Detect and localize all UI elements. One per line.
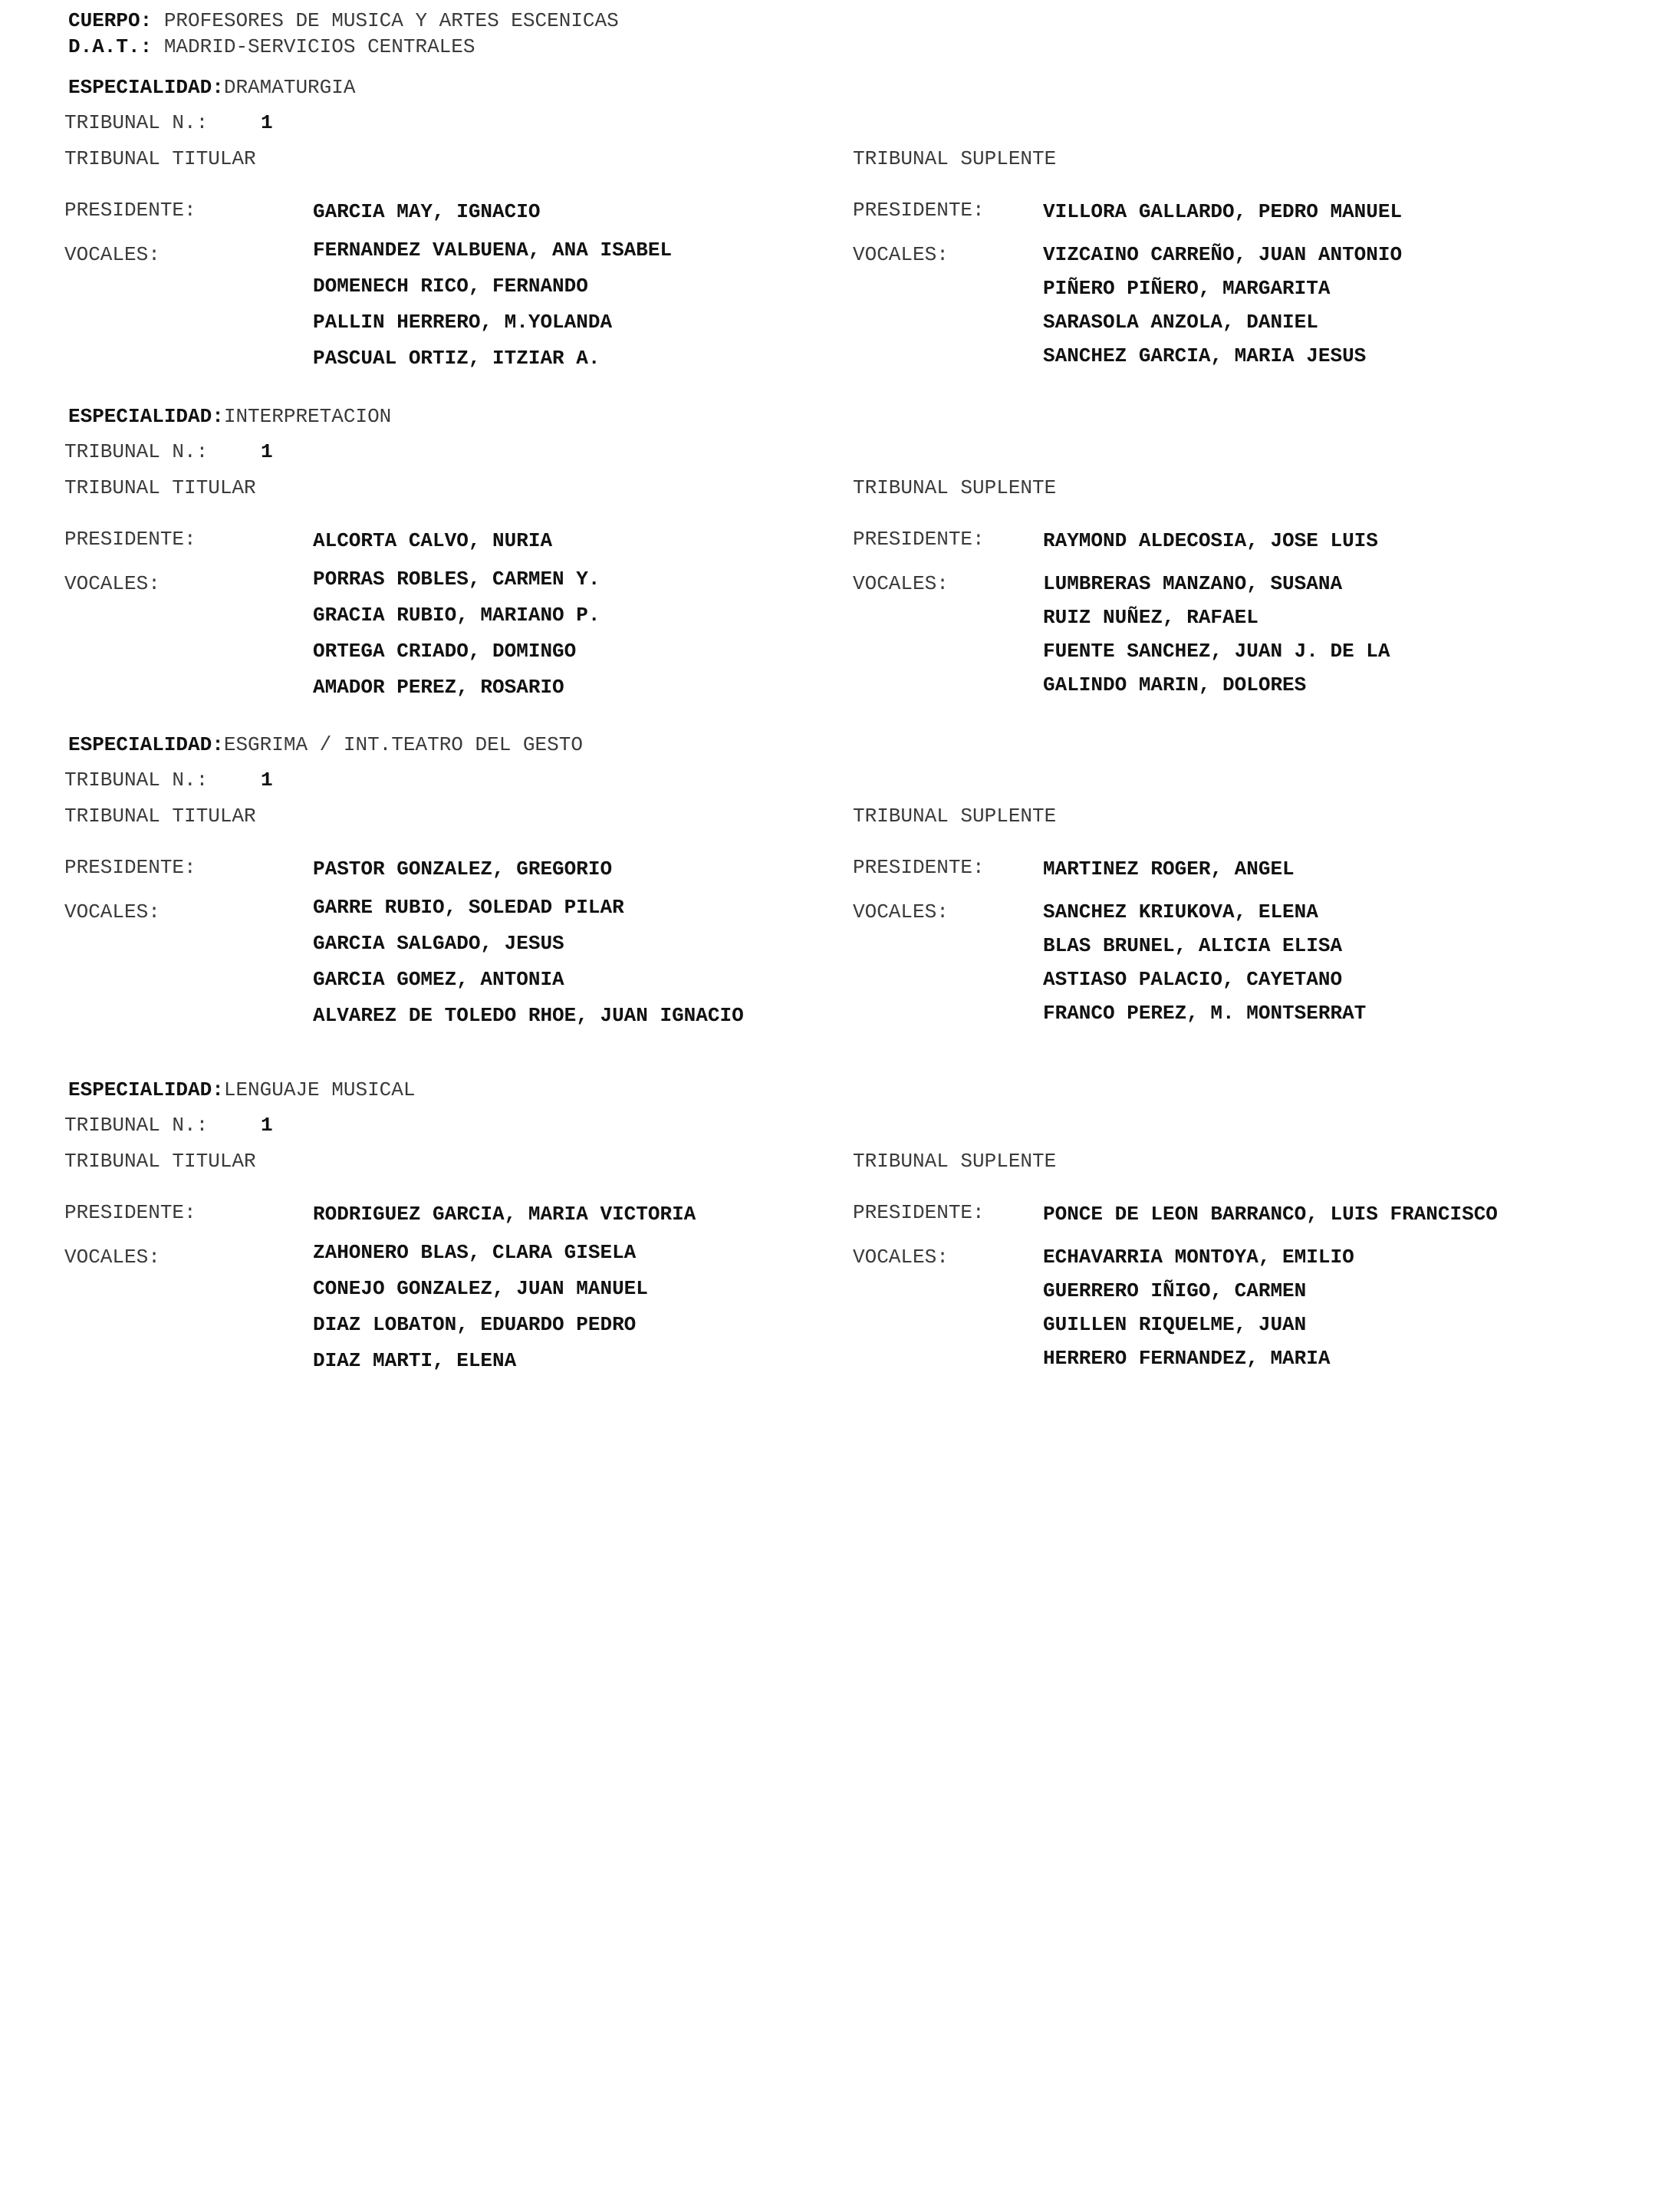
- tribunal-suplente-heading: TRIBUNAL SUPLENTE: [853, 805, 1057, 828]
- titular-presidente-name: ALCORTA CALVO, NURIA: [313, 529, 553, 552]
- suplente-presidente-label: PRESIDENTE:: [853, 528, 985, 551]
- suplente-vocal-name: ECHAVARRIA MONTOYA, EMILIO: [1043, 1246, 1354, 1269]
- suplente-vocales-label: VOCALES:: [853, 243, 949, 266]
- especialidad-section: [0, 732, 1678, 1078]
- titular-presidente-label: PRESIDENTE:: [64, 1201, 196, 1224]
- tribunal-number-value: 1: [261, 769, 273, 792]
- suplente-vocal-name: BLAS BRUNEL, ALICIA ELISA: [1043, 934, 1343, 957]
- titular-vocales-label: VOCALES:: [64, 572, 160, 595]
- tribunal-number-label: TRIBUNAL N.:: [64, 769, 209, 792]
- suplente-vocal-name: ASTIASO PALACIO, CAYETANO: [1043, 968, 1343, 991]
- suplente-vocal-name: VIZCAINO CARREÑO, JUAN ANTONIO: [1043, 243, 1403, 266]
- suplente-vocales-list: [1043, 900, 1528, 1035]
- suplente-presidente-name: MARTINEZ ROGER, ANGEL: [1043, 857, 1295, 881]
- titular-vocal-name: GARRE RUBIO, SOLEDAD PILAR: [313, 896, 624, 919]
- titular-vocales-list: [313, 238, 758, 382]
- titular-vocal-name: ZAHONERO BLAS, CLARA GISELA: [313, 1241, 637, 1264]
- especialidad-title: [68, 1078, 415, 1102]
- especialidad-value: DRAMATURGIA: [223, 76, 356, 99]
- suplente-presidente-label: PRESIDENTE:: [853, 199, 985, 222]
- especialidad-value: ESGRIMA / INT.TEATRO DEL GESTO: [223, 733, 583, 756]
- suplente-vocal-name: LUMBRERAS MANZANO, SUSANA: [1043, 572, 1343, 595]
- titular-presidente-name: RODRIGUEZ GARCIA, MARIA VICTORIA: [313, 1203, 696, 1226]
- especialidad-value: LENGUAJE MUSICAL: [223, 1078, 416, 1101]
- suplente-presidente-name: RAYMOND ALDECOSIA, JOSE LUIS: [1043, 529, 1378, 552]
- suplente-vocal-name: SARASOLA ANZOLA, DANIEL: [1043, 311, 1318, 334]
- suplente-vocales-label: VOCALES:: [853, 1246, 949, 1269]
- tribunal-suplente-heading: TRIBUNAL SUPLENTE: [853, 1150, 1057, 1173]
- titular-vocales-list: [313, 1240, 758, 1384]
- suplente-vocal-name: FRANCO PEREZ, M. MONTSERRAT: [1043, 1002, 1367, 1025]
- dat-value: MADRID-SERVICIOS CENTRALES: [163, 35, 475, 58]
- tribunal-titular-heading: TRIBUNAL TITULAR: [64, 476, 256, 499]
- titular-vocal-name: GARCIA SALGADO, JESUS: [313, 932, 564, 955]
- titular-presidente-name: GARCIA MAY, IGNACIO: [313, 200, 541, 223]
- titular-vocal-name: PASCUAL ORTIZ, ITZIAR A.: [313, 347, 600, 370]
- suplente-vocales-list: [1043, 1245, 1528, 1380]
- titular-vocal-name: CONEJO GONZALEZ, JUAN MANUEL: [313, 1277, 648, 1300]
- titular-vocal-name: PORRAS ROBLES, CARMEN Y.: [313, 568, 600, 591]
- especialidad-label: ESPECIALIDAD:: [68, 1078, 224, 1101]
- tribunal-number-label: TRIBUNAL N.:: [64, 440, 209, 463]
- especialidad-section: [0, 1078, 1678, 1423]
- suplente-presidente-name: VILLORA GALLARDO, PEDRO MANUEL: [1043, 200, 1403, 223]
- titular-vocal-name: GRACIA RUBIO, MARIANO P.: [313, 604, 600, 627]
- suplente-vocal-name: SANCHEZ GARCIA, MARIA JESUS: [1043, 344, 1367, 367]
- cuerpo-value: PROFESORES DE MUSICA Y ARTES ESCENICAS: [163, 9, 619, 32]
- titular-vocales-list: [313, 895, 758, 1039]
- suplente-vocal-name: HERRERO FERNANDEZ, MARIA: [1043, 1347, 1331, 1370]
- cuerpo-line: [68, 8, 619, 34]
- titular-vocal-name: AMADOR PEREZ, ROSARIO: [313, 676, 564, 699]
- especialidad-title: [68, 75, 355, 100]
- titular-vocales-list: [313, 567, 758, 711]
- cuerpo-label: CUERPO:: [68, 9, 153, 32]
- tribunal-suplente-heading: TRIBUNAL SUPLENTE: [853, 147, 1057, 170]
- titular-vocal-name: DIAZ LOBATON, EDUARDO PEDRO: [313, 1313, 637, 1336]
- suplente-vocal-name: GUERRERO IÑIGO, CARMEN: [1043, 1279, 1307, 1302]
- suplente-presidente-label: PRESIDENTE:: [853, 1201, 985, 1224]
- tribunal-suplente-heading: TRIBUNAL SUPLENTE: [853, 476, 1057, 499]
- suplente-vocal-name: FUENTE SANCHEZ, JUAN J. DE LA: [1043, 640, 1390, 663]
- especialidad-title: [68, 404, 391, 429]
- tribunal-number-label: TRIBUNAL N.:: [64, 111, 209, 134]
- titular-vocal-name: ALVAREZ DE TOLEDO RHOE, JUAN IGNACIO: [313, 1004, 744, 1027]
- dat-label: D.A.T.:: [68, 35, 153, 58]
- titular-presidente-name: PASTOR GONZALEZ, GREGORIO: [313, 857, 613, 881]
- titular-vocales-label: VOCALES:: [64, 900, 160, 923]
- tribunal-number-label: TRIBUNAL N.:: [64, 1114, 209, 1137]
- dat-line: [68, 34, 619, 60]
- especialidad-label: ESPECIALIDAD:: [68, 733, 224, 756]
- tribunal-number-value: 1: [261, 1114, 273, 1137]
- especialidad-label: ESPECIALIDAD:: [68, 76, 224, 99]
- titular-vocales-label: VOCALES:: [64, 243, 160, 266]
- especialidad-value: INTERPRETACION: [223, 405, 392, 428]
- titular-vocal-name: PALLIN HERRERO, M.YOLANDA: [313, 311, 613, 334]
- suplente-vocales-list: [1043, 571, 1528, 706]
- suplente-presidente-label: PRESIDENTE:: [853, 856, 985, 879]
- tribunal-number-value: 1: [261, 440, 273, 463]
- titular-vocal-name: DIAZ MARTI, ELENA: [313, 1349, 517, 1372]
- titular-presidente-label: PRESIDENTE:: [64, 199, 196, 222]
- suplente-vocales-label: VOCALES:: [853, 572, 949, 595]
- suplente-vocales-label: VOCALES:: [853, 900, 949, 923]
- tribunal-titular-heading: TRIBUNAL TITULAR: [64, 1150, 256, 1173]
- titular-vocal-name: DOMENECH RICO, FERNANDO: [313, 275, 588, 298]
- document-header: [68, 8, 619, 60]
- tribunal-number-value: 1: [261, 111, 273, 134]
- suplente-presidente-name: PONCE DE LEON BARRANCO, LUIS FRANCISCO: [1043, 1203, 1498, 1226]
- especialidad-label: ESPECIALIDAD:: [68, 405, 224, 428]
- titular-presidente-label: PRESIDENTE:: [64, 528, 196, 551]
- suplente-vocal-name: GALINDO MARIN, DOLORES: [1043, 673, 1307, 696]
- suplente-vocales-list: [1043, 242, 1528, 377]
- especialidad-title: [68, 732, 583, 757]
- titular-vocales-label: VOCALES:: [64, 1246, 160, 1269]
- suplente-vocal-name: RUIZ NUÑEZ, RAFAEL: [1043, 606, 1258, 629]
- titular-presidente-label: PRESIDENTE:: [64, 856, 196, 879]
- suplente-vocal-name: PIÑERO PIÑERO, MARGARITA: [1043, 277, 1331, 300]
- tribunal-titular-heading: TRIBUNAL TITULAR: [64, 147, 256, 170]
- tribunal-titular-heading: TRIBUNAL TITULAR: [64, 805, 256, 828]
- titular-vocal-name: ORTEGA CRIADO, DOMINGO: [313, 640, 577, 663]
- suplente-vocal-name: SANCHEZ KRIUKOVA, ELENA: [1043, 900, 1318, 923]
- especialidad-section: [0, 404, 1678, 749]
- titular-vocal-name: FERNANDEZ VALBUENA, ANA ISABEL: [313, 239, 673, 262]
- suplente-vocal-name: GUILLEN RIQUELME, JUAN: [1043, 1313, 1307, 1336]
- especialidad-section: [0, 75, 1678, 420]
- titular-vocal-name: GARCIA GOMEZ, ANTONIA: [313, 968, 564, 991]
